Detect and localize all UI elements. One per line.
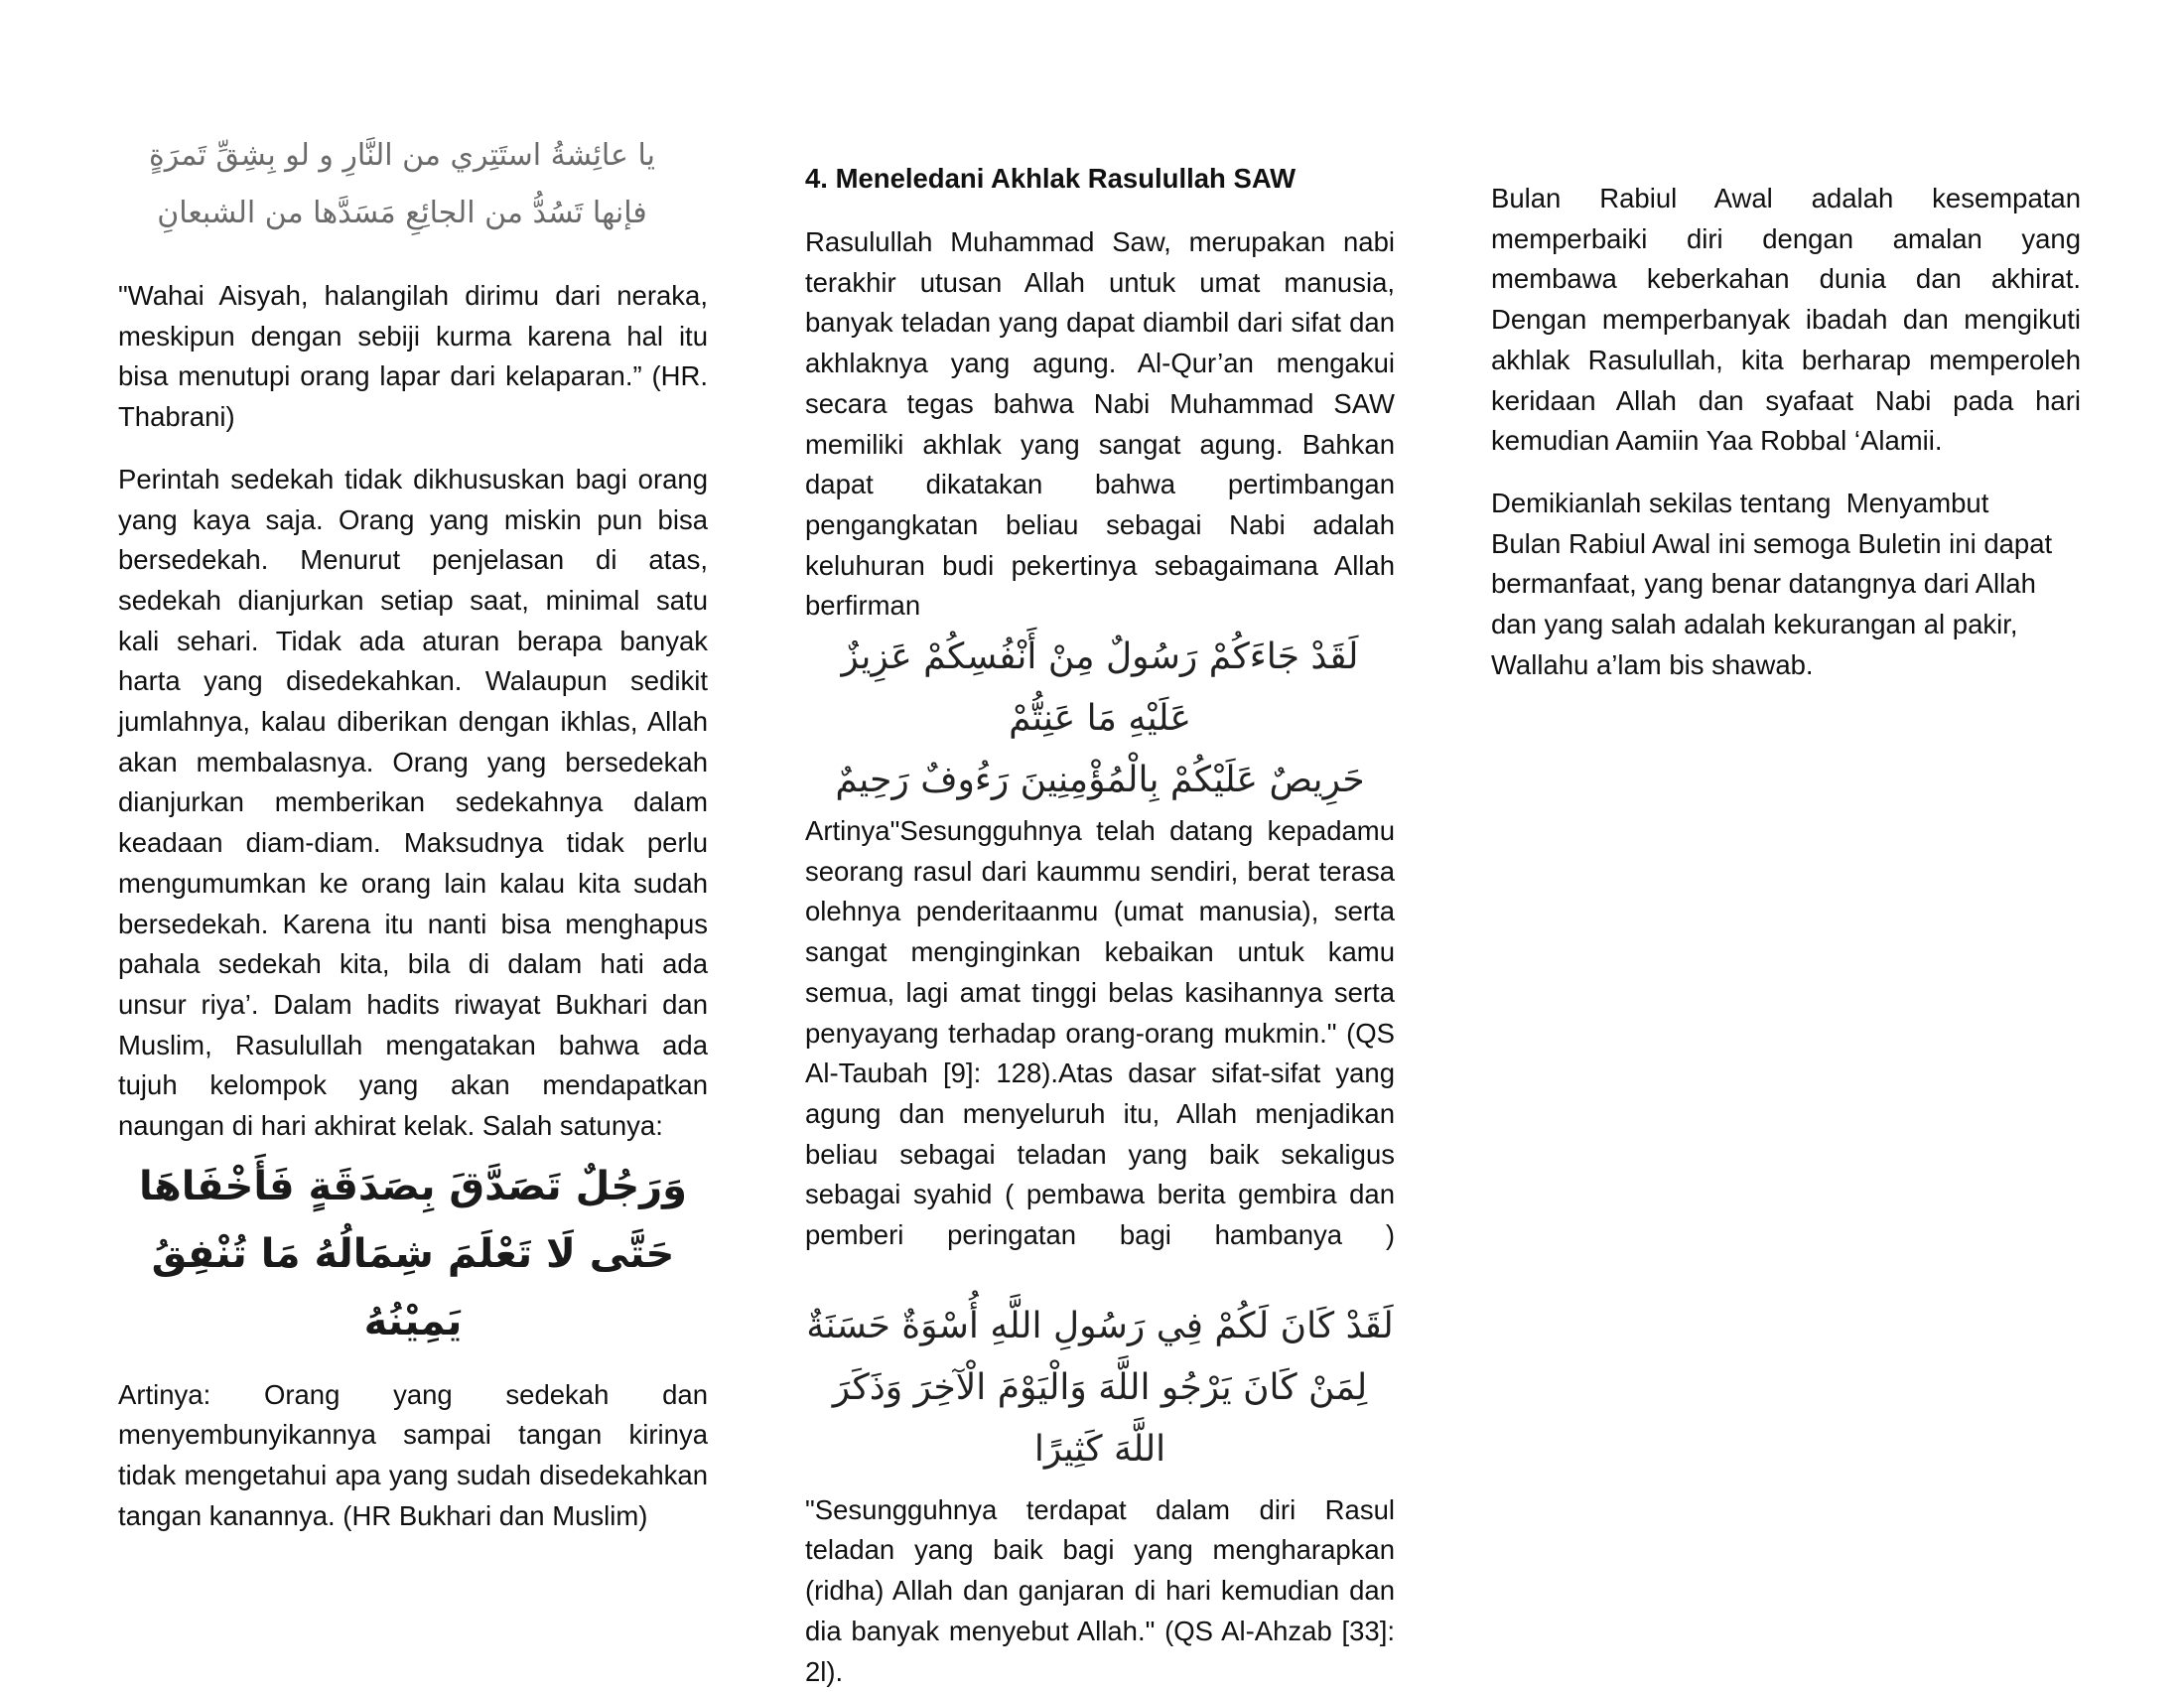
final-line: bermanfaat, yang benar datangnya dari Allah — [1491, 568, 2036, 600]
paragraph-closing: Bulan Rabiul Awal adalah kesempatan memperbaiki diri dengan amalan yang membawa keberkahan dunia dan akhirat. Dengan memperbanyak ibadah dan mengikuti akhlak Rasulullah, kita berharap memperoleh keridaan Allah dan syafaat Nabi pada hari kemudian Aamiin Yaa Robbal ‘Alamii. — [1491, 183, 2081, 457]
arabic-line: يا عائِشةُ استَتِري من النَّارِ و لو بِشِقِّ تَمرَةٍ — [149, 138, 655, 173]
final-line: dan yang salah adalah kekurangan al pakir, — [1491, 609, 2018, 640]
hadith-aisyah-arabic — [118, 127, 708, 242]
arabic-line: حَتَّى لَا تَعْلَمَ شِمَالُهُ مَا تُنْفِقُ يَمِيْنُهُ — [151, 1230, 675, 1344]
arabic-line: لَقَدْ جَاءَكُمْ رَسُولٌ مِنْ أَنْفُسِكُمْ عَزِيزٌ عَلَيْهِ مَا عَنِتُّمْ — [841, 636, 1359, 740]
arabic-line: حَرِيصٌ عَلَيْكُمْ بِالْمُؤْمِنِينَ رَءُوفٌ رَحِيمٌ — [835, 760, 1365, 801]
verse-ahzab-translation: "Sesungguhnya terdapat dalam diri Rasul teladan yang baik bagi yang mengharapkan (ridha) Allah dan ganjaran di hari kemudian dan dia banyak menyebut Allah." (QS Al-Ahzab [33]: 2l). — [805, 1493, 1395, 1687]
verse-ahzab-arabic — [805, 1296, 1395, 1480]
arabic-line: وَرَجُلٌ تَصَدَّقَ بِصَدَقَةٍ فَأَخْفَاهَا — [138, 1163, 688, 1209]
paragraph-sedekah: Perintah sedekah tidak dikhususkan bagi orang yang kaya saja. Orang yang miskin pun bisa bersedekah. Menurut penjelasan di atas, sedekah dianjurkan setiap saat, minimal satu kali sehari. Tidak ada aturan berapa banyak harta yang disedekahkan. Walaupun sedikit jumlahnya, kalau diberikan dengan ikhlas, Allah akan membalasnya. Orang yang bersedekah dianjurkan memberikan sedekahnya dalam keadaan diam-diam. Maksudnya tidak perlu mengumumkan ke orang lain kalau kita sudah bersedekah. Karena itu nanti bisa menghapus pahala sedekah kita, bila di dalam hati ada unsur riya’. Dalam hadits riwayat Bukhari dan Muslim, Rasulullah mengatakan bahwa ada tujuh kelompok yang akan mendapatkan naungan di hari akhirat kelak. Salah satunya: — [118, 463, 708, 1142]
hadith-sedekah-arabic — [118, 1153, 708, 1355]
hadith-aisyah-translation: "Wahai Aisyah, halangilah dirimu dari neraka, meskipun dengan sebiji kurma karena hal itu bisa menutupi orang lapar dari kelaparan.” (HR. Thabrani) — [118, 280, 708, 433]
arabic-line: فإنها تَسُدُّ من الجائِعِ مَسَدَّها من الشبعانِ — [157, 196, 647, 230]
column-middle — [805, 159, 1395, 1692]
column-left — [118, 127, 708, 1537]
column-right — [1491, 179, 2081, 685]
paragraph-intro: Rasulullah Muhammad Saw, merupakan nabi terakhir utusan Allah untuk umat manusia, banyak teladan yang dapat diambil dari sifat dan akhlaknya yang agung. Al-Qur’an mengakui secara tegas bahwa Nabi Muhammad SAW memiliki akhlak yang sangat agung. Bahkan dapat dikatakan bahwa pertimbangan pengangkatan beliau sebagai Nabi adalah keluhuran budi pekertinya sebagaimana Allah berfirman — [805, 226, 1395, 622]
verse-taubah-arabic — [805, 627, 1395, 811]
verse-taubah-translation: Artinya"Sesungguhnya telah datang kepadamu seorang rasul dari kaummu sendiri, berat terasa olehnya penderitaanmu (umat manusia), serta sangat menginginkan kebaikan untuk kamu semua, lagi amat tinggi belas kasihannya serta penyayang terhadap orang-orang mukmin." (QS Al-Taubah [9]: 128).Atas dasar sifat-sifat yang agung dan menyeluruh itu, Allah menjadikan beliau sebagai teladan yang baik sekaligus sebagai syahid ( pembawa berita gembira dan pemberi peringatan bagi hambanya ) — [805, 815, 1395, 1251]
paragraph-final — [1491, 484, 2081, 686]
hadith-sedekah-translation: Artinya: Orang yang sedekah dan menyembunyikannya sampai tangan kirinya tidak mengetahui apa yang sudah disedekahkan tangan kanannya. (HR Bukhari dan Muslim) — [118, 1378, 708, 1531]
final-line: Wallahu a’lam bis shawab. — [1491, 648, 1814, 680]
section-title: 4. Meneledani Akhlak Rasulullah SAW — [805, 163, 1297, 194]
arabic-line: لَقَدْ كَانَ لَكُمْ فِي رَسُولِ اللَّهِ أُسْوَةٌ حَسَنَةٌ — [806, 1305, 1394, 1346]
final-line: Bulan Rabiul Awal ini semoga Buletin ini dapat — [1491, 527, 2053, 559]
final-line: Demikianlah sekilas tentang Menyambut — [1491, 487, 1989, 518]
arabic-line: لِمَنْ كَانَ يَرْجُو اللَّهَ وَالْيَوْمَ الْآخِرَ وَذَكَرَ اللَّهَ كَثِيرًا — [832, 1366, 1368, 1470]
